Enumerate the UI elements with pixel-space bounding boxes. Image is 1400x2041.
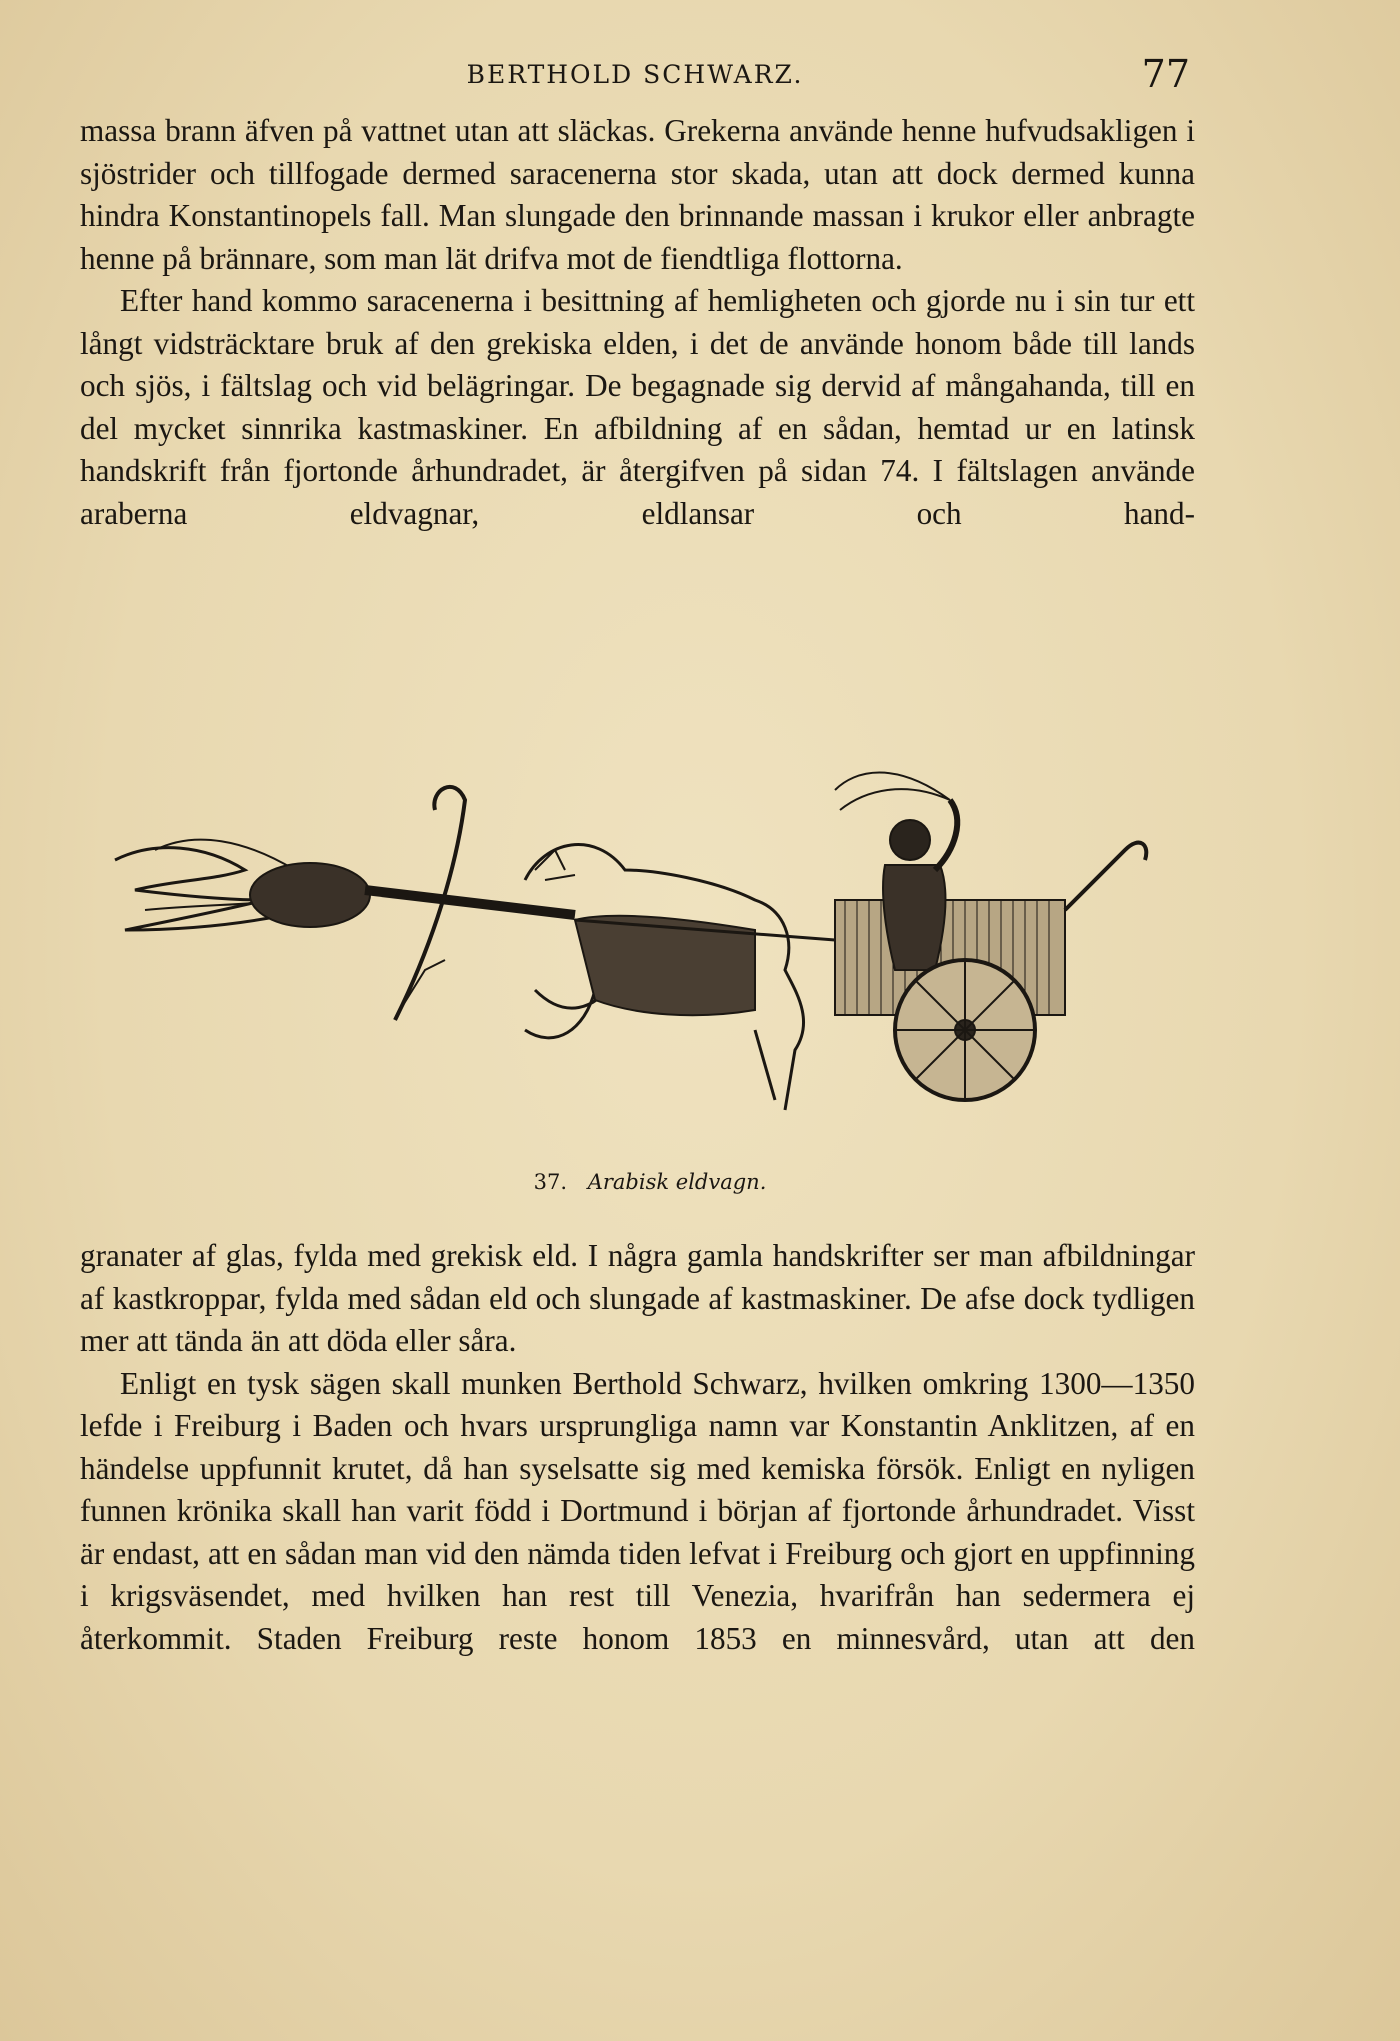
- figure-illustration: [95, 730, 1205, 1194]
- paragraph: granater af glas, fylda med grekisk eld. I några gamla handskrifter ser man afbildningar af kastkroppar, fylda med sådan eld och slungade af kastmaskiner. De afse dock tydligen mer att tända än att döda eller såra.: [80, 1238, 1195, 1358]
- paragraph: Efter hand kommo saracenerna i besittning af hemligheten och gjorde nu i sin tur ett långt vidsträcktare bruk af den grekiska elden, i det de använde honom både till lands och sjös, i fältslag och vid belägringar. De begagnade sig dervid af mångahanda, till en del mycket sinnrika kastmaskiner. En afbildning af en sådan, hemtad ur en latinsk handskrift från fjortonde århundradet, är återgifven på sidan 74. I fältslagen använde araberna eldvagnar, eldlansar och hand-: [80, 283, 1195, 531]
- figure-number: 37.: [533, 1170, 568, 1194]
- page-number: 77: [1141, 52, 1190, 96]
- body-text-top: [80, 110, 1195, 535]
- body-text-bottom: [80, 1235, 1195, 1660]
- figure-title: Arabisk eldvagn.: [587, 1170, 767, 1194]
- page-header: [80, 52, 1190, 102]
- fire-chariot-engraving: [95, 730, 1205, 1150]
- figure-caption: [95, 1170, 1205, 1194]
- paragraph: massa brann äfven på vattnet utan att släckas. Grekerna använde henne hufvudsakligen i sjöstrider och tillfogade dermed saracenerna stor skada, utan att dock dermed kunna hindra Konstantinopels fall. Man slungade den brinnande massan i krukor eller anbragte henne på brännare, som man lät drifva mot de fiendtliga flottorna.: [80, 113, 1195, 276]
- running-head: BERTHOLD SCHWARZ.: [466, 60, 804, 89]
- paragraph: Enligt en tysk sägen skall munken Berthold Schwarz, hvilken omkring 1300—1350 lefde i Freiburg i Baden och hvars ursprungliga namn var Konstantin Anklitzen, af en händelse uppfunnit krutet, då han syselsatte sig med kemiska försök. Enligt en nyligen funnen krönika skall han varit född i Dortmund i början af fjortonde århundradet. Visst är endast, att en sådan man vid den nämda tiden lefvat i Freiburg och gjort en uppfinning i krigsväsendet, med hvilken han rest till Venezia, hvarifrån han sedermera ej återkommit. Staden Freiburg reste honom 1853 en minnesvård, utan att den: [80, 1365, 1195, 1656]
